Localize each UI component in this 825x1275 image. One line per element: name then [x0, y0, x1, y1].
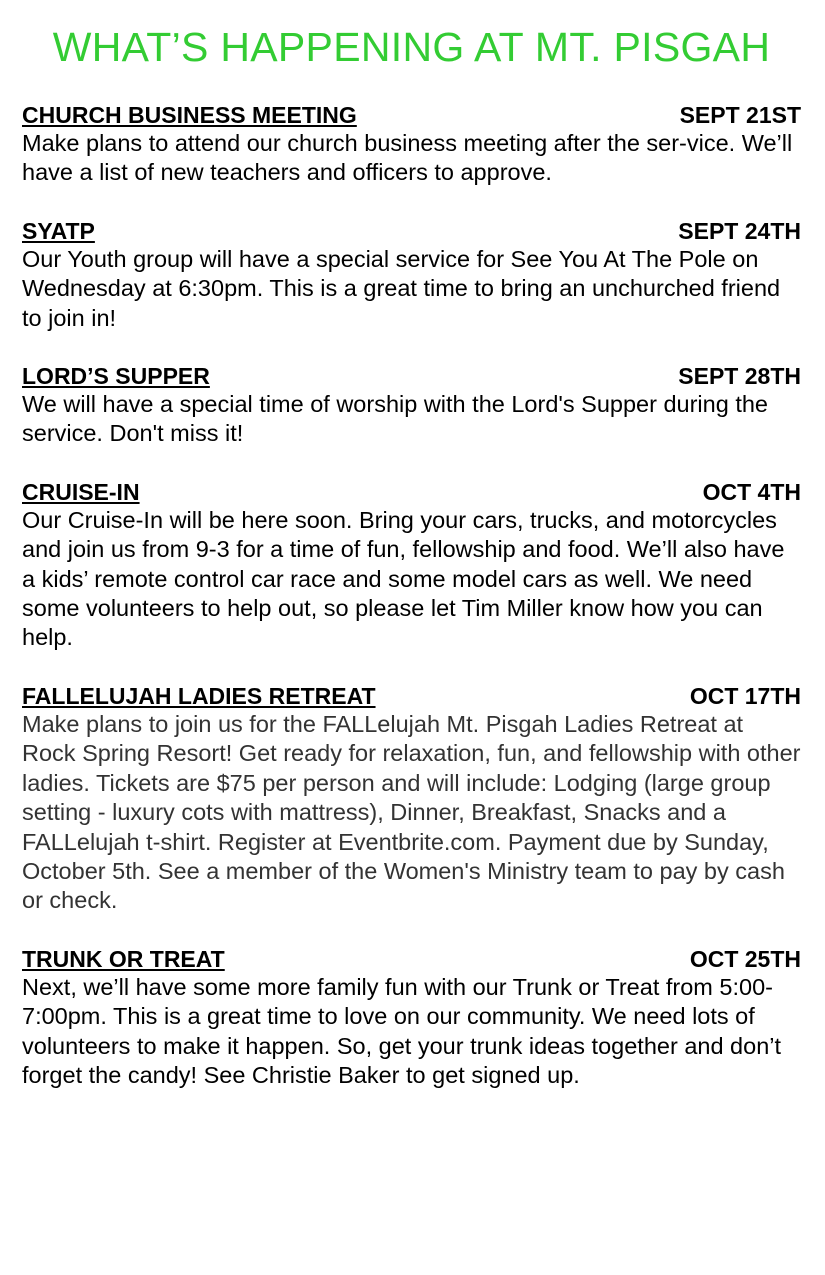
event-item	[22, 363, 801, 449]
event-date: OCT 4TH	[702, 478, 801, 505]
event-date: OCT 25TH	[689, 945, 801, 972]
event-item	[22, 218, 801, 333]
event-name: LORD’S SUPPER	[22, 363, 210, 390]
event-description: Our Youth group will have a special service for See You At The Pole on Wednesday at 6:30pm. This is a great time to bring an unchurched friend to join in!	[22, 245, 781, 331]
event-description: Make plans to join us for the FALLelujah Mt. Pisgah Ladies Retreat at Rock Spring Resort! Get ready for relaxation, fun, and fellowship with other ladies. Tickets are $75 per person and will include: Lodging (large group setting - luxury cots with mattress), Dinner, Breakfast, Snacks and a FALLelujah t-shirt. Register at Eventbrite.com. Payment due by Sunday, October 5th. See a member of the Women's Ministry team to pay by cash or check.	[22, 710, 801, 914]
event-item	[22, 479, 801, 653]
event-item	[22, 683, 801, 916]
event-date: SEPT 24TH	[678, 217, 801, 244]
event-date: SEPT 28TH	[678, 363, 801, 390]
event-name: CHURCH BUSINESS MEETING	[22, 102, 357, 128]
event-name: CRUISE-IN	[22, 478, 140, 505]
event-header	[22, 479, 801, 506]
event-name: SYATP	[22, 217, 95, 244]
page-title: WHAT’S HAPPENING AT MT. PISGAH	[52, 24, 771, 70]
event-name: TRUNK OR TREAT	[22, 945, 225, 972]
event-description: We will have a special time of worship with the Lord's Supper during the service. Don't miss it!	[22, 391, 768, 447]
event-item	[22, 946, 801, 1091]
event-header	[22, 946, 801, 973]
event-date: OCT 17TH	[689, 682, 801, 709]
event-header	[22, 683, 801, 710]
events-list	[22, 102, 801, 1090]
event-description: Next, we’ll have some more family fun with our Trunk or Treat from 5:00-7:00pm. This is a great time to love on our community. We need lots of volunteers to make it happen. So, get your trunk ideas together and don’t forget the candy! See Christie Baker to get signed up.	[22, 973, 782, 1088]
event-name: FALLELUJAH LADIES RETREAT	[22, 682, 376, 709]
event-header	[22, 102, 801, 129]
event-date: SEPT 21ST	[679, 102, 801, 128]
event-header	[22, 363, 801, 390]
event-item	[22, 102, 801, 188]
event-description: Make plans to attend our church business meeting after the ser-vice. We’ll have a list of new teachers and officers to approve.	[22, 130, 793, 186]
event-description: Our Cruise-In will be here soon. Bring your cars, trucks, and motorcycles and join us from 9-3 for a time of fun, fellowship and food. We’ll also have a kids’ remote control car race and some model cars as well. We need some volunteers to help out, so please let Tim Miller know how you can help.	[22, 506, 785, 651]
event-header	[22, 218, 801, 245]
